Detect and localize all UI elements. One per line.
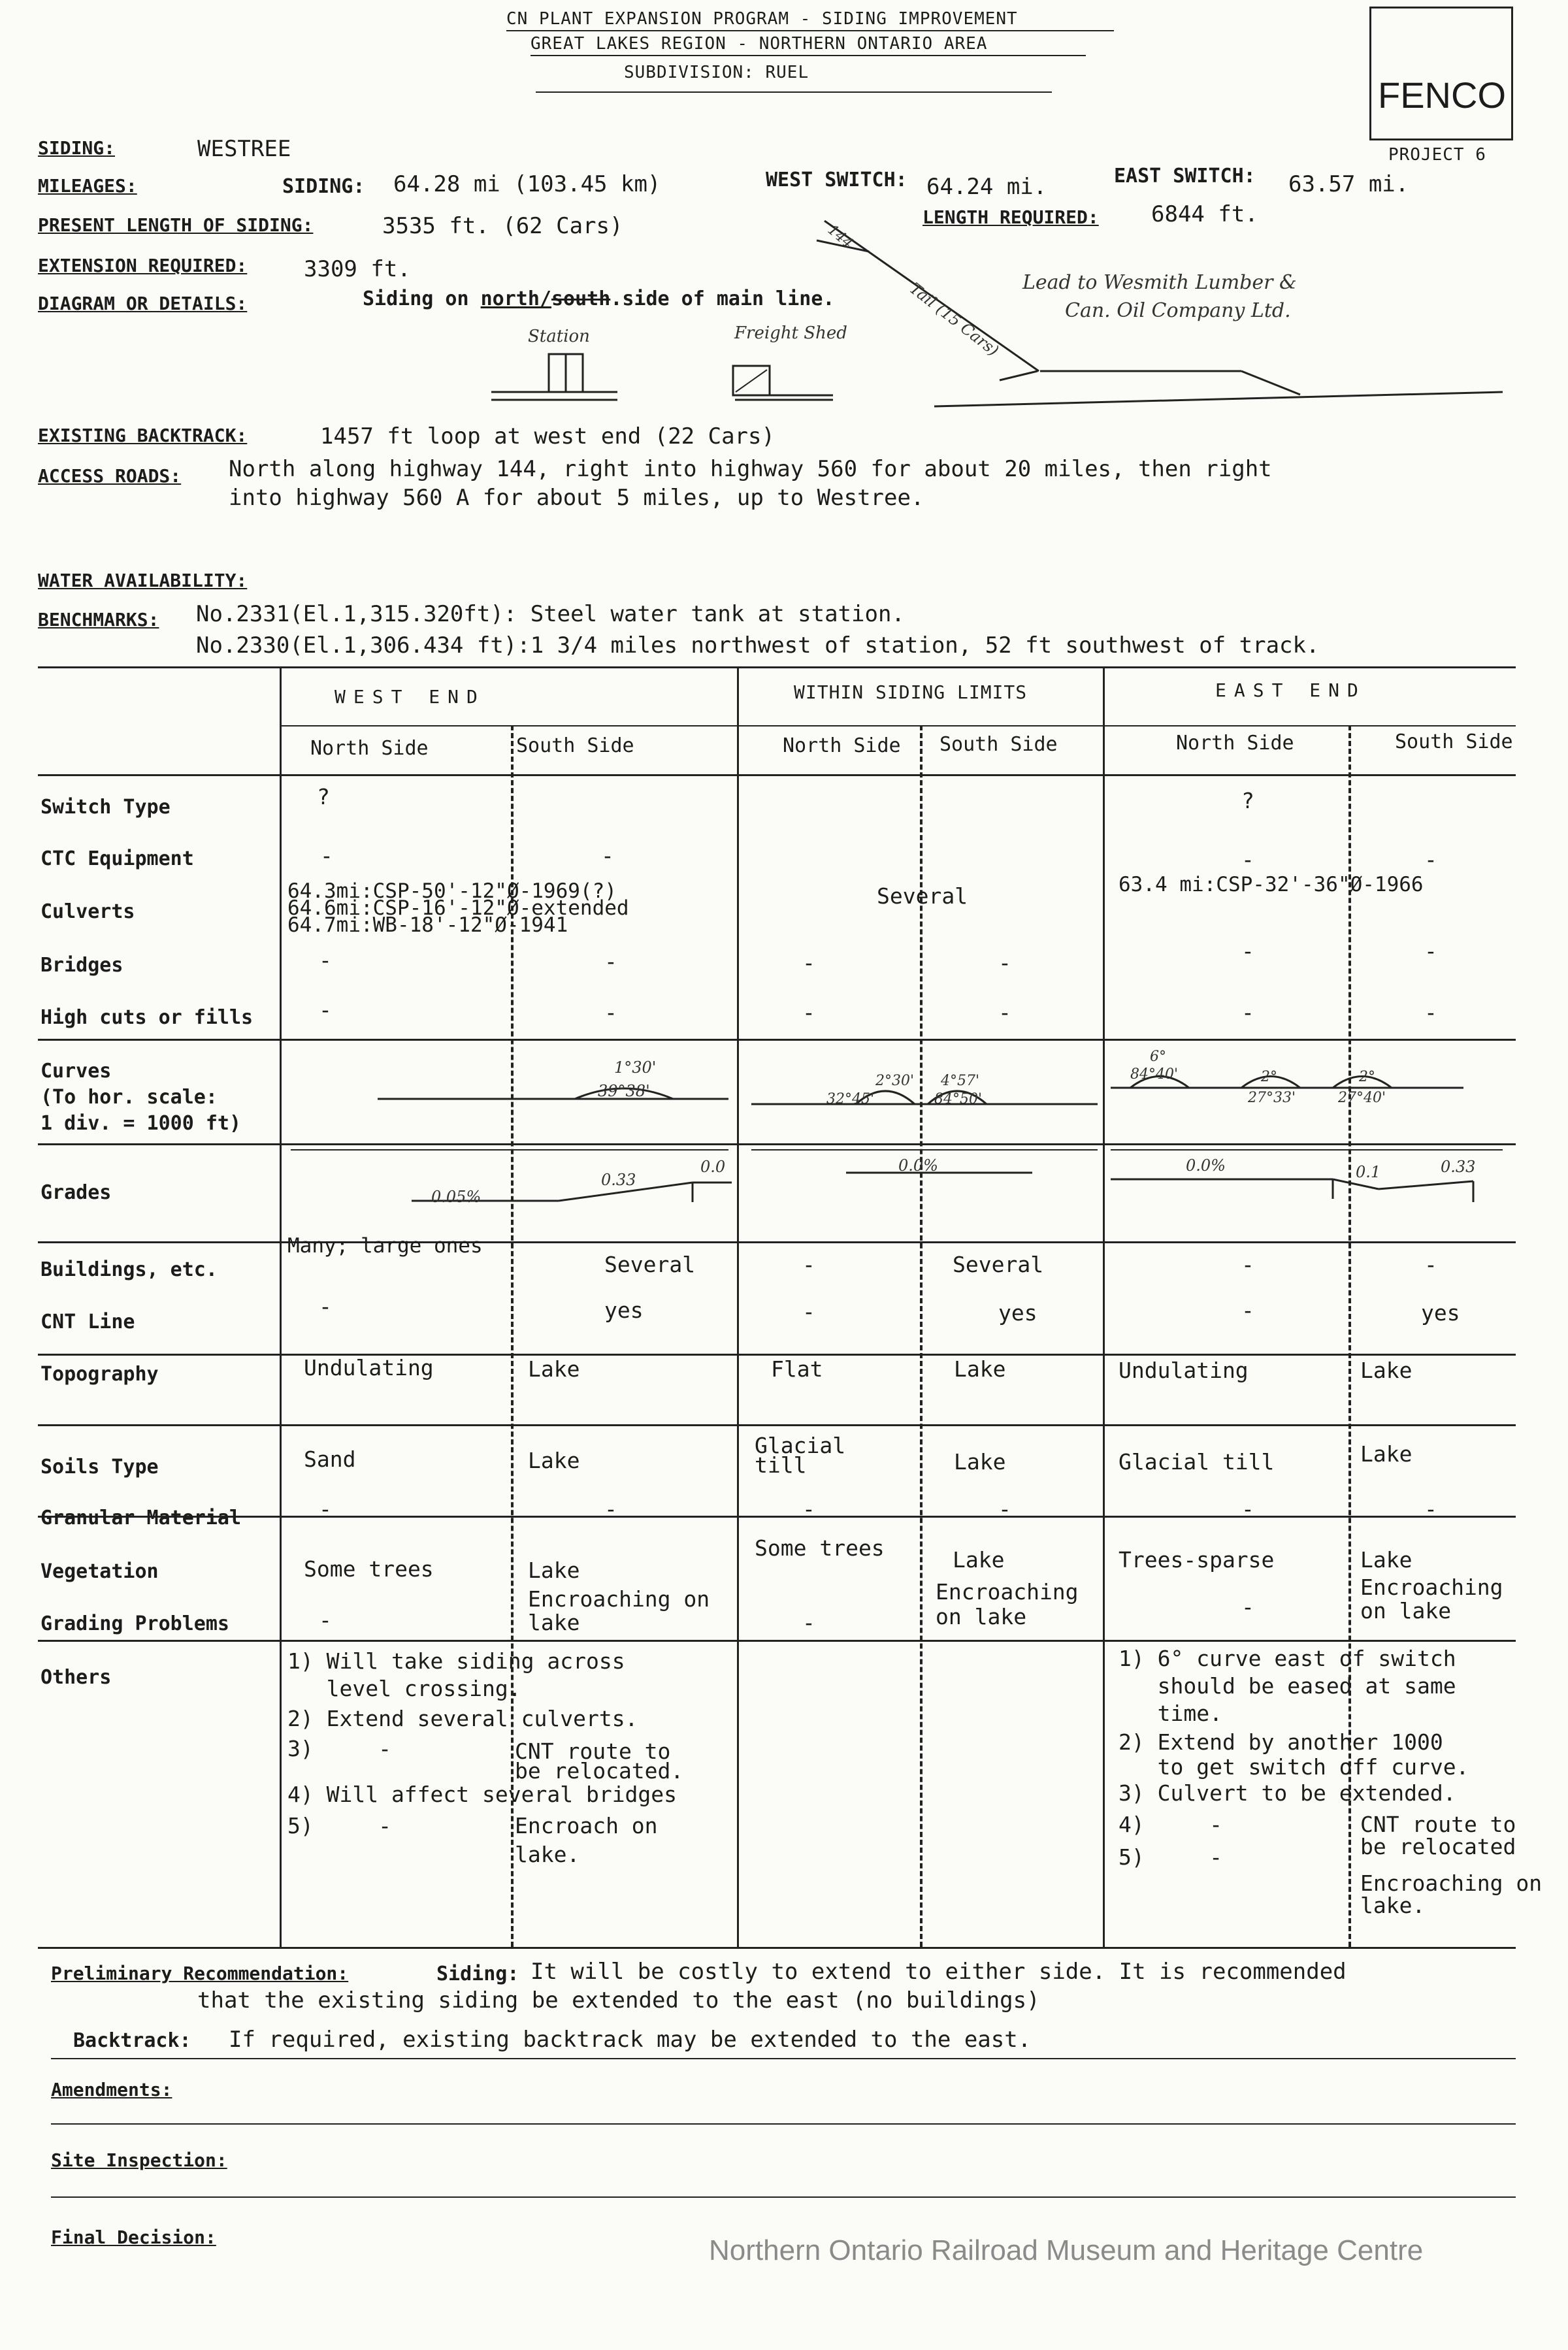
- prelim-line-1: It will be costly to extend to either side. It is recommended: [531, 1959, 1347, 1985]
- row-label-others: Others: [41, 1666, 112, 1689]
- row-label-cuts: High cuts or fills: [41, 1006, 253, 1029]
- prelim-label: Preliminary Recommendation:: [51, 1963, 349, 1984]
- final-decision-label: Final Decision:: [51, 2227, 216, 2248]
- length-required-label: LENGTH REQUIRED:: [923, 206, 1099, 228]
- cell-topo-within-south: Lake: [954, 1356, 1006, 1382]
- others-east-4: 2) Extend by another 1000: [1119, 1729, 1443, 1755]
- cell-cnt-east-south: yes: [1421, 1300, 1460, 1326]
- siding-value: WESTREE: [197, 136, 291, 162]
- cell-bridges-east-south: -: [1424, 938, 1437, 964]
- curve-note-8: 84°40': [1130, 1066, 1179, 1083]
- prelim-line-2: that the existing siding be extended to the east (no buildings): [197, 1987, 1040, 2014]
- cell-cuts-east-north: -: [1241, 1000, 1254, 1025]
- curve-note-1: 1°30': [614, 1058, 657, 1077]
- others-west-2: level crossing.: [287, 1676, 521, 1701]
- others-west-south-3: Encroach on: [515, 1813, 658, 1838]
- cell-bridges-within-south: -: [998, 950, 1011, 975]
- others-east-south-3: Encroaching on: [1360, 1870, 1543, 1896]
- curve-note-5: 4°57': [941, 1073, 980, 1089]
- backtrack-footer-value: If required, existing backtrack may be extended to the east.: [229, 2027, 1032, 2053]
- present-length-value: 3535 ft. (62 Cars): [382, 213, 623, 239]
- header-subdivision: SUBDIVISION: RUEL: [624, 63, 809, 82]
- cell-culvert-within: Several: [877, 883, 968, 909]
- others-west-south-2: be relocated.: [515, 1758, 684, 1784]
- cell-topo-west-south: Lake: [528, 1356, 580, 1382]
- backtrack-label: EXISTING BACKTRACK:: [38, 425, 248, 446]
- cell-cuts-west-south: -: [604, 1000, 617, 1025]
- row-label-ctc: CTC Equipment: [41, 847, 194, 870]
- side-within-south: South Side: [939, 733, 1058, 756]
- others-west-4: 3) -: [287, 1736, 391, 1761]
- side-west-north: North Side: [310, 737, 429, 760]
- prelim-siding-label: Siding:: [436, 1963, 519, 1985]
- row-label-curves-3: 1 div. = 1000 ft): [41, 1112, 242, 1135]
- diagram-label: DIAGRAM OR DETAILS:: [38, 293, 248, 314]
- cell-grading-within-south: Encroaching on lake: [936, 1579, 1079, 1629]
- side-west-south: South Side: [516, 734, 634, 757]
- cell-grading-west-north: -: [319, 1607, 332, 1633]
- row-label-granular: Granular Material: [41, 1507, 242, 1529]
- cell-veg-within-north: Some trees: [755, 1535, 885, 1561]
- access-line-2: into highway 560 A for about 5 miles, up to Westree.: [229, 485, 924, 511]
- cell-cnt-within-south: yes: [998, 1300, 1037, 1326]
- cell-cuts-east-south: -: [1424, 1000, 1437, 1025]
- side-within-north: North Side: [783, 734, 901, 757]
- length-required-value: 6844 ft.: [1151, 201, 1258, 227]
- group-west-end: WEST END: [335, 686, 485, 708]
- wye-note: Tail (15 Cars): [906, 279, 1002, 360]
- lead-note-1: Lead to Wesmith Lumber &: [1022, 271, 1297, 294]
- cell-grading-east-north: -: [1241, 1594, 1254, 1620]
- row-label-grading: Grading Problems: [41, 1612, 229, 1635]
- highway-note: 144: [824, 221, 857, 252]
- curve-note-2: 39°38': [598, 1082, 650, 1100]
- lead-note-2: Can. Oil Company Ltd.: [1065, 299, 1291, 322]
- backtrack-footer-label: Backtrack:: [73, 2029, 191, 2052]
- benchmarks-label: BENCHMARKS:: [38, 609, 159, 630]
- cell-granular-east-north: -: [1241, 1496, 1254, 1522]
- curve-note-11: 2°: [1359, 1069, 1375, 1085]
- grade-note-5: 0.0%: [1186, 1156, 1226, 1175]
- cell-soils-west-north: Sand: [304, 1446, 356, 1472]
- others-east-7: 4) -: [1119, 1812, 1222, 1837]
- cell-soils-east-north: Glacial till: [1119, 1449, 1275, 1475]
- cell-grading-within-north: -: [802, 1610, 815, 1635]
- backtrack-value: 1457 ft loop at west end (22 Cars): [320, 423, 775, 449]
- header-line-2: GREAT LAKES REGION - NORTHERN ONTARIO AREA: [531, 34, 988, 54]
- cell-ctc-east-south: -: [1424, 847, 1437, 872]
- east-switch-label: EAST SWITCH:: [1114, 165, 1256, 188]
- cell-bridges-west-north: -: [319, 947, 332, 973]
- benchmark-1: No.2331(El.1,315.320ft): Steel water tank at station.: [196, 601, 905, 627]
- present-length-label: PRESENT LENGTH OF SIDING:: [38, 214, 314, 236]
- header-line-1: CN PLANT EXPANSION PROGRAM - SIDING IMPROVEMENT: [506, 9, 1018, 29]
- others-west-3: 2) Extend several culverts.: [287, 1706, 638, 1731]
- cell-topo-east-north: Undulating: [1119, 1358, 1249, 1383]
- cell-granular-east-south: -: [1424, 1496, 1437, 1522]
- row-label-curves-2: (To hor. scale:: [41, 1086, 218, 1109]
- row-label-switch: Switch Type: [41, 796, 171, 819]
- curve-note-12: 27°40': [1338, 1090, 1386, 1106]
- cell-topo-west-north: Undulating: [304, 1355, 434, 1380]
- cell-veg-west-north: Some trees: [304, 1556, 434, 1582]
- row-label-curves: Curves: [41, 1060, 112, 1083]
- cell-soils-within-north: Glacial till: [755, 1433, 846, 1478]
- east-switch-value: 63.57 mi.: [1288, 171, 1409, 197]
- benchmark-2: No.2330(El.1,306.434 ft):1 3/4 miles northwest of station, 52 ft southwest of track.: [196, 632, 1320, 659]
- row-label-grades: Grades: [41, 1181, 112, 1204]
- others-east-2: should be eased at same: [1119, 1673, 1456, 1699]
- cell-granular-west-north: -: [319, 1496, 332, 1522]
- cell-ctc-west-north: -: [320, 843, 333, 868]
- grade-note-1: 0.05%: [431, 1188, 482, 1206]
- side-east-north: North Side: [1176, 732, 1294, 755]
- others-east-1: 1) 6° curve east of switch: [1119, 1646, 1456, 1671]
- cell-topo-east-south: Lake: [1360, 1358, 1413, 1383]
- curve-note-4: 32°45': [826, 1091, 875, 1107]
- cell-culvert-west-1: 64.3mi:CSP-50'-12"Ø-1969(?): [287, 879, 617, 903]
- cell-ctc-west-south: -: [601, 843, 614, 868]
- others-east-8: 5) -: [1119, 1844, 1222, 1870]
- grade-note-7: 0.33: [1441, 1158, 1476, 1176]
- grade-note-6: 0.1: [1356, 1163, 1381, 1181]
- access-line-1: North along highway 144, right into highway 560 for about 20 miles, then right: [229, 456, 1272, 482]
- cell-granular-west-south: -: [604, 1496, 617, 1522]
- cell-granular-within-south: -: [998, 1496, 1011, 1522]
- cell-veg-within-south: Lake: [953, 1547, 1005, 1573]
- museum-watermark: Northern Ontario Railroad Museum and Heritage Centre: [709, 2234, 1424, 2266]
- group-within-siding: WITHIN SIDING LIMITS: [794, 681, 1028, 703]
- others-east-south-2: be relocated: [1360, 1834, 1516, 1859]
- freight-shed-note: Freight Shed: [734, 323, 847, 343]
- curve-note-10: 27°33': [1248, 1090, 1296, 1106]
- west-switch-value: 64.24 mi.: [926, 174, 1047, 200]
- row-label-bridges: Bridges: [41, 954, 123, 977]
- cell-granular-within-north: -: [802, 1496, 815, 1522]
- cell-soils-within-south: Lake: [954, 1449, 1006, 1475]
- fenco-logo: FENCO: [1378, 74, 1506, 116]
- project-number: PROJECT 6: [1388, 145, 1486, 165]
- mileages-label: MILEAGES:: [38, 175, 137, 197]
- curve-note-9: 2°: [1261, 1069, 1277, 1085]
- others-west-south-4: lake.: [515, 1842, 580, 1867]
- cell-veg-west-south: Lake: [528, 1558, 580, 1583]
- cell-bridges-east-north: -: [1241, 938, 1254, 964]
- access-label: ACCESS ROADS:: [38, 465, 182, 487]
- others-west-5: 4) Will affect several bridges: [287, 1782, 678, 1807]
- row-label-soils: Soils Type: [41, 1456, 159, 1478]
- cell-buildings-east-south: -: [1424, 1252, 1437, 1277]
- siding-mi-value: 64.28 mi (103.45 km): [393, 171, 661, 197]
- others-west-6: 5) -: [287, 1813, 391, 1838]
- grade-note-2: 0.33: [601, 1171, 636, 1189]
- others-west-1: 1) Will take siding across: [287, 1648, 625, 1674]
- cell-topo-within-north: Flat: [771, 1356, 823, 1382]
- west-switch-label: WEST SWITCH:: [766, 169, 907, 191]
- curve-note-6: 84°50': [934, 1091, 983, 1107]
- others-east-south-1: CNT route to: [1360, 1812, 1516, 1837]
- amendments-label: Amendments:: [51, 2079, 172, 2100]
- diagram-text: Siding on north/south.side of main line.: [363, 287, 835, 310]
- group-east-end: EAST END: [1215, 679, 1366, 701]
- side-east-south: South Side: [1395, 730, 1513, 753]
- others-east-6: 3) Culvert to be extended.: [1119, 1780, 1456, 1806]
- cell-buildings-within-north: -: [802, 1252, 815, 1277]
- cell-soils-west-south: Lake: [528, 1448, 580, 1473]
- grade-note-4: 0.0%: [898, 1156, 938, 1175]
- others-west-south-1: CNT route to: [515, 1738, 671, 1764]
- cell-cuts-within-south: -: [998, 1000, 1011, 1025]
- others-east-5: to get switch off curve.: [1119, 1754, 1469, 1780]
- cell-buildings-within-south: Several: [953, 1252, 1044, 1277]
- cell-grading-west-south: Encroaching on lake: [528, 1586, 710, 1635]
- cell-culvert-east: 63.4 mi:CSP-32'-36"Ø-1966: [1119, 873, 1424, 896]
- cell-buildings-east-north: -: [1241, 1252, 1254, 1277]
- cell-veg-east-south: Lake: [1360, 1547, 1413, 1573]
- cell-soils-east-south: Lake: [1360, 1441, 1413, 1467]
- cell-veg-east-north: Trees-sparse: [1119, 1547, 1275, 1573]
- cell-cnt-within-north: -: [802, 1299, 815, 1324]
- cell-cuts-west-north: -: [319, 997, 332, 1022]
- cell-cuts-within-north: -: [802, 1000, 815, 1025]
- cell-cnt-west-north: -: [319, 1294, 332, 1319]
- curve-note-3: 2°30': [875, 1073, 915, 1089]
- cell-culvert-west-2: 64.6mi:CSP-16'-12"Ø-extended: [287, 896, 629, 920]
- row-label-cnt: CNT Line: [41, 1311, 135, 1333]
- row-label-vegetation: Vegetation: [41, 1560, 159, 1583]
- others-east-3: time.: [1119, 1701, 1222, 1726]
- row-label-culverts: Culverts: [41, 900, 135, 923]
- curve-note-7: 6°: [1150, 1049, 1166, 1065]
- cell-bridges-west-south: -: [604, 949, 617, 974]
- row-label-topography: Topography: [41, 1363, 159, 1386]
- siding-label: SIDING:: [38, 137, 116, 159]
- site-inspection-label: Site Inspection:: [51, 2149, 227, 2171]
- cell-cnt-east-north: -: [1241, 1297, 1254, 1323]
- row-label-buildings: Buildings, etc.: [41, 1258, 218, 1281]
- cell-bridges-within-north: -: [802, 950, 815, 975]
- cell-switch-west-north: ?: [317, 784, 330, 809]
- cell-cnt-west-south: yes: [604, 1297, 644, 1323]
- cell-buildings-west-south: Several: [604, 1252, 696, 1277]
- extension-label: EXTENSION REQUIRED:: [38, 255, 248, 276]
- grade-note-3: 0.0: [700, 1158, 726, 1176]
- cell-grading-east-south: Encroaching on lake: [1360, 1575, 1503, 1624]
- cell-ctc-east-north: -: [1241, 847, 1254, 872]
- cell-culvert-west-3: 64.7mi:WB-18'-12"Ø-1941: [287, 913, 568, 937]
- cell-buildings-west-north: Many; large ones: [287, 1234, 483, 1258]
- cell-switch-east-north: ?: [1241, 788, 1254, 813]
- station-note: Station: [528, 327, 590, 346]
- extension-value: 3309 ft.: [304, 256, 411, 282]
- others-east-south-4: lake.: [1360, 1893, 1426, 1918]
- water-label: WATER AVAILABILITY:: [38, 570, 248, 591]
- siding-mi-label: SIDING:: [282, 175, 365, 198]
